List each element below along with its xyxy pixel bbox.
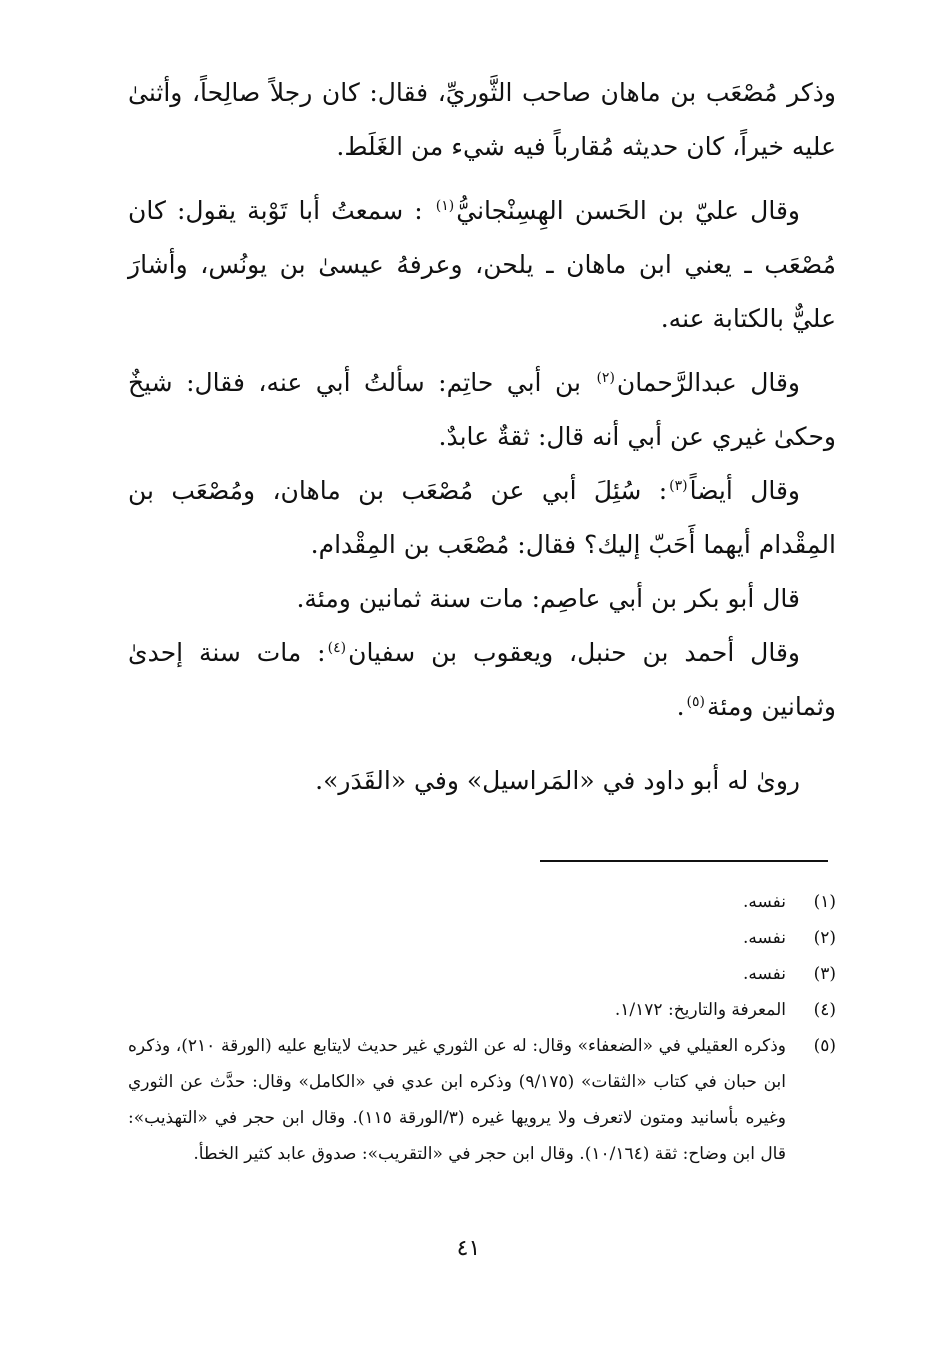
footnote-number: (٣) (813, 964, 836, 984)
footnote-ref-3[interactable]: (٣) (669, 477, 688, 494)
footnote-item (128, 956, 836, 992)
paragraph-2 (128, 184, 836, 346)
footnote-item (128, 884, 836, 920)
main-text (128, 66, 836, 808)
footnote-item (128, 920, 836, 956)
paragraph-text: روىٰ له أبو داود في «المَراسيل» وفي «القَدَر». (315, 766, 800, 795)
footnote-ref-2[interactable]: (٢) (596, 369, 615, 386)
paragraph-4 (128, 464, 836, 572)
footnote-number: (٥) (813, 1036, 836, 1056)
paragraph-text: وقال أيضاً (689, 476, 801, 505)
footnote-text: نفسه. (742, 928, 786, 948)
footnote-text: نفسه. (742, 964, 786, 984)
footnotes (128, 884, 836, 1172)
paragraph-text-cont: بن أبي حاتِم: سألتُ أبي عنه، فقال: شيخٌ وحكىٰ غيري عن أبي أنه قال: ثقةٌ عابدٌ. (128, 368, 836, 451)
paragraph-text: وذكر مُصْعَب بن ماهان صاحب الثَّوريِّ، فقال: كان رجلاً صالِحاً، وأثنىٰ عليه خيراً، كان حديثه مُقارباً فيه شيء من الغَلَط. (128, 78, 836, 161)
page-number: ٤١ (456, 1236, 481, 1261)
footnote-number: (١) (813, 892, 836, 912)
paragraph-end-mark: . (676, 692, 685, 721)
footnote-separator (540, 860, 828, 862)
paragraph-text: وقال أحمد بن حنبل، ويعقوب بن سفيان (348, 638, 800, 667)
footnote-text: نفسه. (742, 892, 786, 912)
paragraph-1 (128, 66, 836, 174)
footnote-text: وذكره العقيلي في «الضعفاء» وقال: له عن الثوري غير حديث لايتابع عليه (الورقة ٢١٠)، وذكره ابن حبان في كتاب «الثقات» (٩/١٧٥) وذكره ابن عدي في «الكامل» وقال: حدَّث عن الثوري وغيره بأسانيد ومتون لاتعرف ولا يرويها غيره (٣/الورقة ١١٥). وقال ابن حجر في «التهذيب»: قال ابن وضاح: ثقة (١٠/١٦٤). وقال ابن حجر في «التقريب»: صدوق عابد كثير الخطأ. (128, 1036, 786, 1164)
paragraph-text: وقال عبدالرَّحمان (616, 368, 801, 397)
paragraph-text: وقال عليّ بن الحَسن الهِسِنْجانيُّ (456, 196, 800, 225)
footnote-text: المعرفة والتاريخ: ١/١٧٢. (614, 1000, 786, 1020)
paragraph-text-cont: : سُئِلَ أبي عن مُصْعَب بن ماهان، ومُصْعَب بن المِقْدام أيهما أَحَبّ إليك؟ فقال: مُصْعَب بن المِقْدام. (128, 476, 836, 559)
footnote-ref-4[interactable]: (٤) (327, 639, 347, 656)
paragraph-3 (128, 356, 836, 464)
paragraph-6 (128, 626, 836, 734)
footnote-item (128, 992, 836, 1028)
paragraph-text: قال أبو بكر بن أبي عاصِم: مات سنة ثمانين ومئة. (296, 584, 800, 613)
footnote-number: (٤) (813, 1000, 836, 1020)
footnote-ref-5[interactable]: (٥) (686, 693, 705, 710)
footnote-ref-1[interactable]: (١) (435, 197, 455, 214)
footnote-item (128, 1028, 836, 1172)
paragraph-5 (128, 572, 836, 626)
footnote-number: (٢) (813, 928, 836, 948)
paragraph-7 (128, 754, 836, 808)
paragraph-text-cont: : مات سنة إحدىٰ وثمانين ومئة (128, 638, 836, 721)
paragraph-text-cont: : سمعتُ أبا تَوْبة يقول: كان مُصْعَب ـ يعني ابن ماهان ـ يلحن، وعرفهُ عيسىٰ بن يونُس، وأشارَ عليٌّ بالكتابة عنه. (128, 196, 836, 333)
